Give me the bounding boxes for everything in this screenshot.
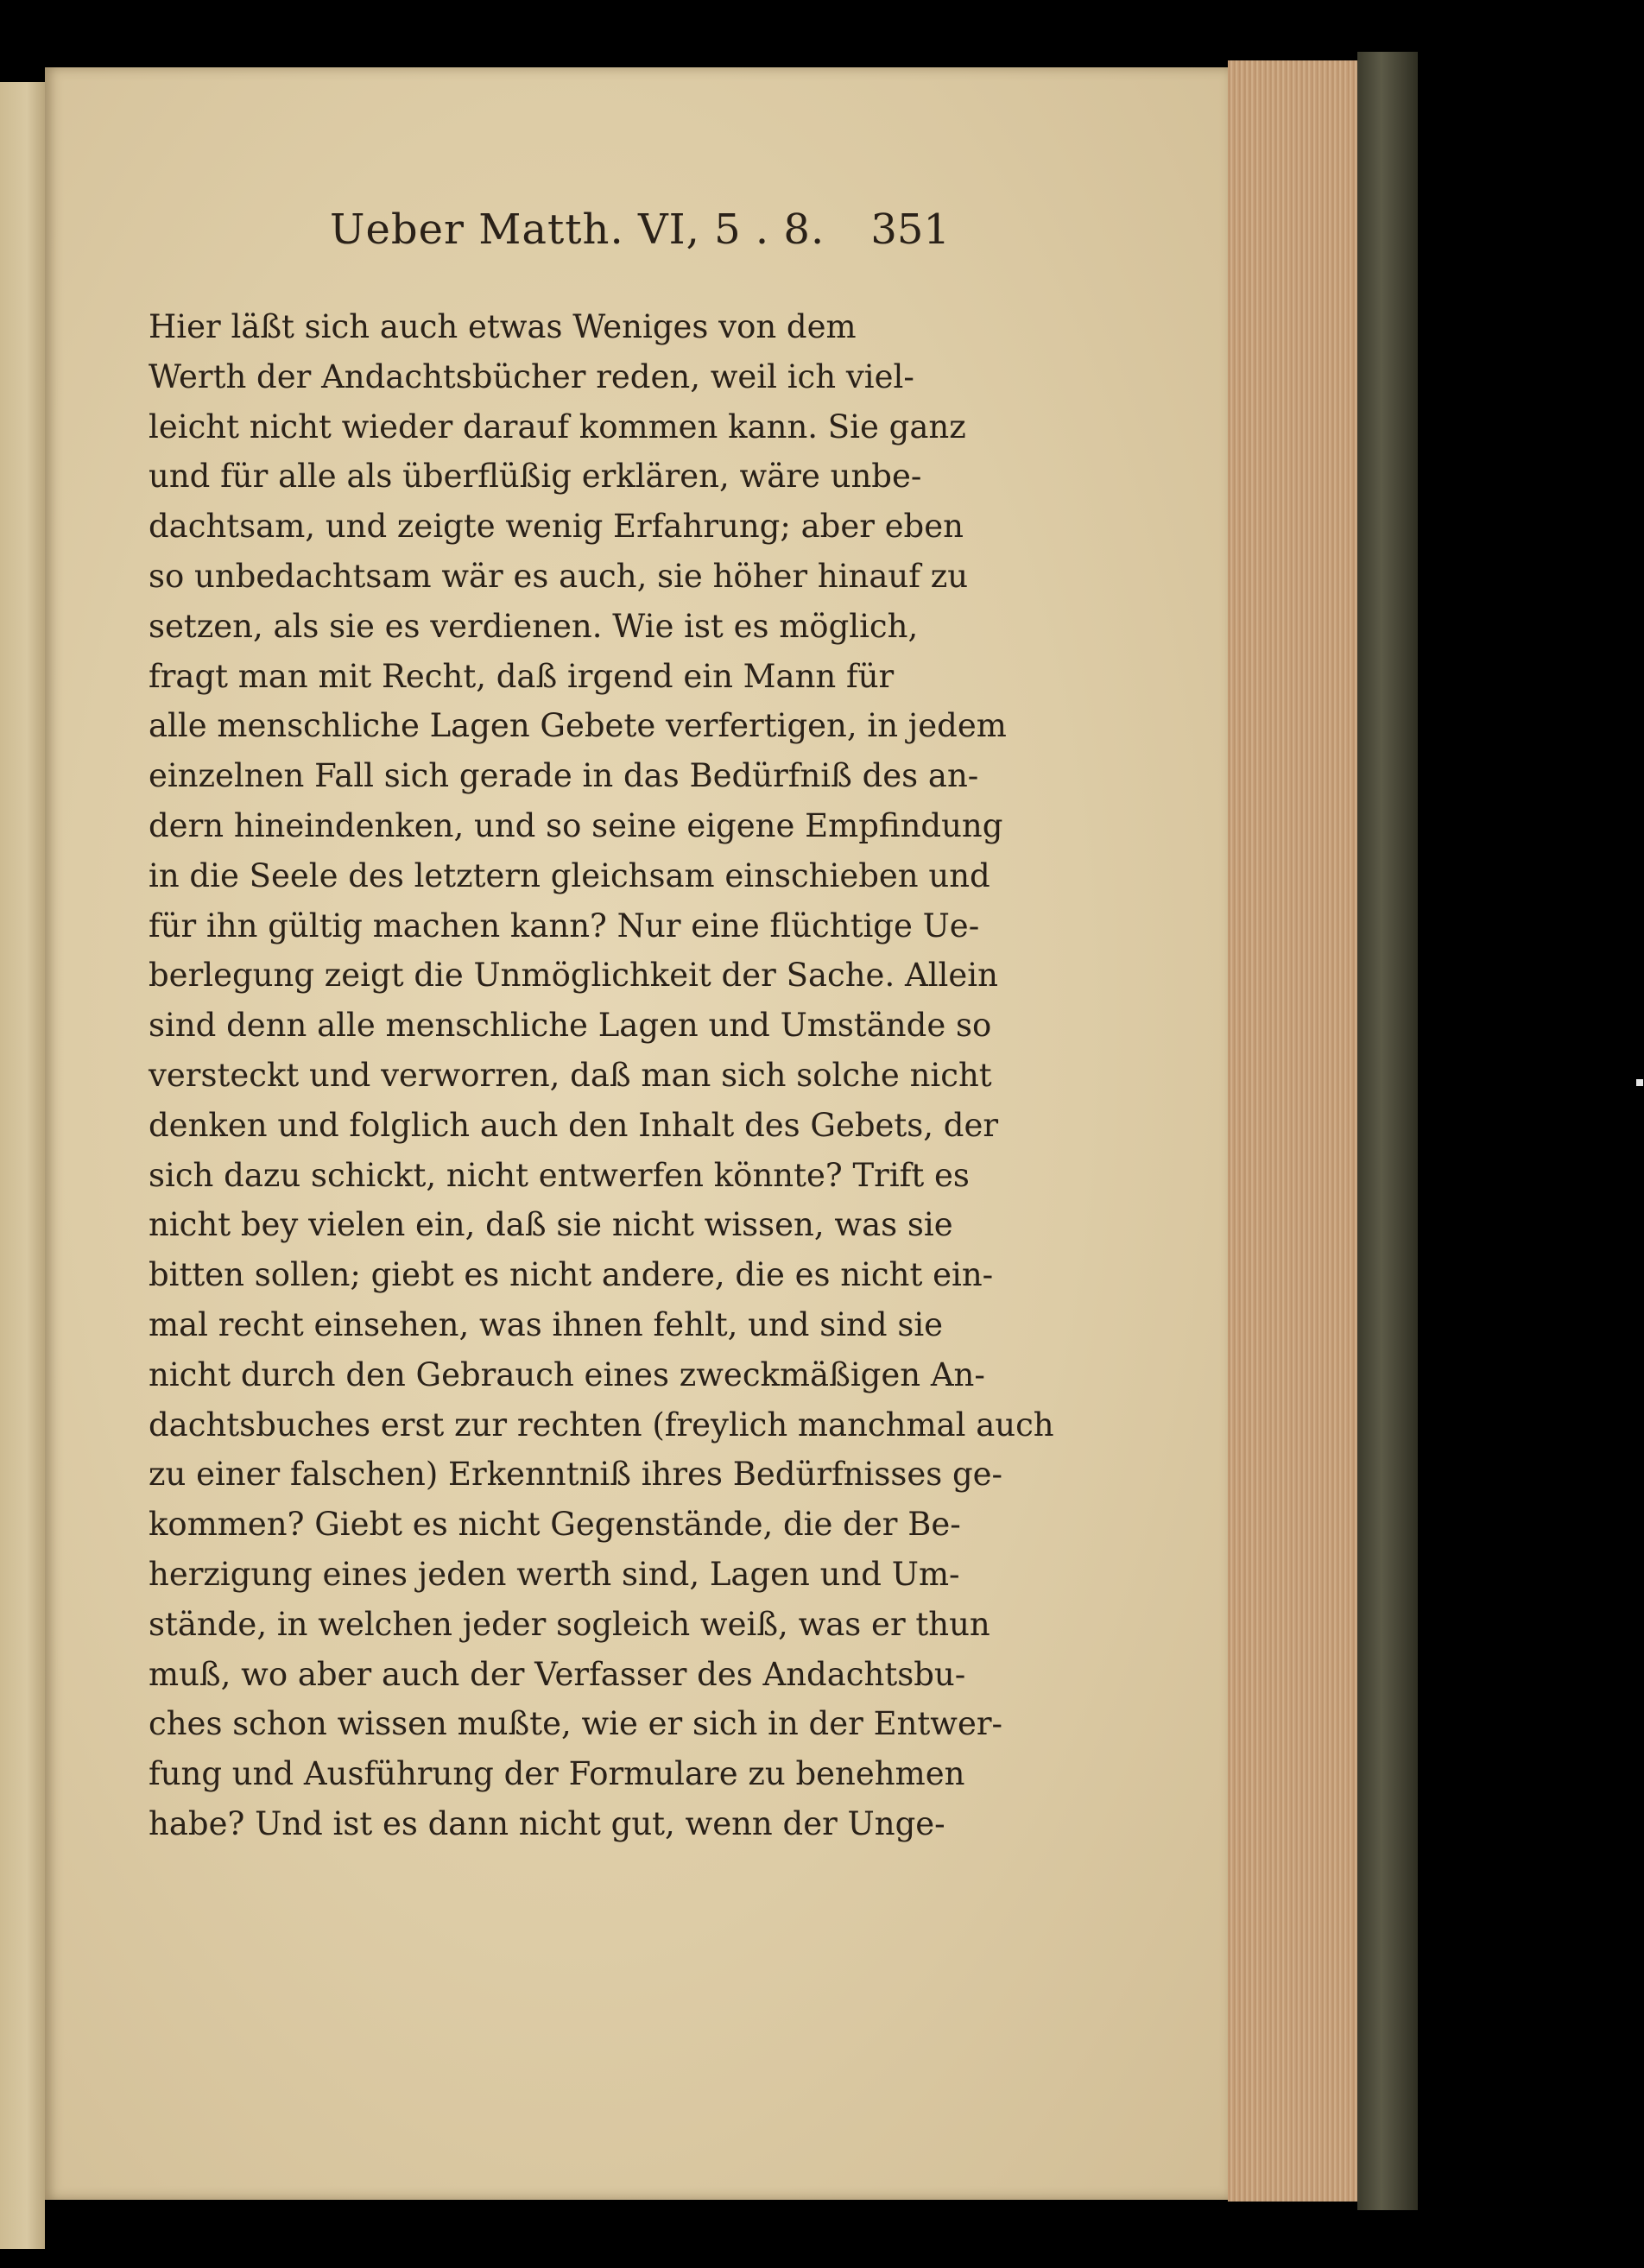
running-title: Ueber Matth. VI, 5 . 8. [330, 205, 825, 254]
text-line: einzelnen Fall sich gerade in das Bedürfniß des an- [149, 757, 979, 795]
page-header [319, 205, 950, 266]
text-line: sind denn alle menschliche Lagen und Umstände so [149, 1007, 992, 1045]
text-line: habe? Und ist es dann nicht gut, wenn der Unge- [149, 1804, 945, 1842]
text-line: denken und folglich auch den Inhalt des Gebets, der [149, 1106, 999, 1144]
text-line: stände, in welchen jeder sogleich weiß, was er thun [149, 1605, 990, 1643]
text-line: für ihn gültig machen kann? Nur eine flüchtige Ue- [149, 907, 980, 944]
text-line: nicht bey vielen ein, daß sie nicht wissen, was sie [149, 1206, 953, 1244]
scan-marker [1636, 1079, 1643, 1086]
text-line: alle menschliche Lagen Gebete verfertigen, in jedem [149, 707, 1007, 745]
text-line: Hier läßt sich auch etwas Weniges von dem [149, 308, 857, 345]
text-line: in die Seele des letztern gleichsam einschieben und [149, 856, 990, 894]
text-line: so unbedachtsam wär es auch, sie höher hinauf zu [149, 557, 969, 595]
text-line: ches schon wissen mußte, wie er sich in der Entwer- [149, 1705, 1003, 1743]
text-line: nicht durch den Gebrauch eines zweckmäßigen An- [149, 1355, 985, 1393]
text-line: mal recht einsehen, was ihnen fehlt, und sind sie [149, 1305, 944, 1343]
text-line: dern hineindenken, und so seine eigene Empfindung [149, 806, 1003, 844]
facing-page-edge [0, 82, 45, 2249]
body-text [149, 302, 1054, 1849]
page-number: 351 [870, 205, 950, 254]
text-line: sich dazu schickt, nicht entwerfen könnte? Trift es [149, 1156, 970, 1194]
text-line: herzigung eines jeden werth sind, Lagen und Um- [149, 1555, 960, 1593]
text-line: leicht nicht wieder darauf kommen kann. Sie ganz [149, 407, 966, 445]
text-line: Werth der Andachtsbücher reden, weil ich viel- [149, 357, 914, 395]
text-line: und für alle als überflüßig erklären, wäre unbe- [149, 458, 922, 496]
text-line: dachtsam, und zeigte wenig Erfahrung; aber eben [149, 508, 964, 546]
text-line: zu einer falschen) Erkenntniß ihres Bedürfnisses ge- [149, 1456, 1003, 1494]
text-line: dachtsbuches erst zur rechten (freylich manchmal auch [149, 1406, 1054, 1444]
text-line: muß, wo aber auch der Verfasser des Andachtsbu- [149, 1655, 966, 1693]
book-cover-edge [1357, 52, 1418, 2210]
text-line: berlegung zeigt die Unmöglichkeit der Sache. Allein [149, 957, 998, 995]
text-line: bitten sollen; giebt es nicht andere, die es nicht ein- [149, 1256, 994, 1294]
text-line: setzen, als sie es verdienen. Wie ist es möglich, [149, 607, 919, 645]
text-line: versteckt und verworren, daß man sich solche nicht [149, 1056, 992, 1094]
text-line: kommen? Giebt es nicht Gegenstände, die der Be- [149, 1506, 961, 1544]
text-line: fragt man mit Recht, daß irgend ein Mann für [149, 657, 895, 695]
stacked-page-edges [1228, 60, 1357, 2202]
text-line: fung und Ausführung der Formulare zu benehmen [149, 1755, 965, 1793]
